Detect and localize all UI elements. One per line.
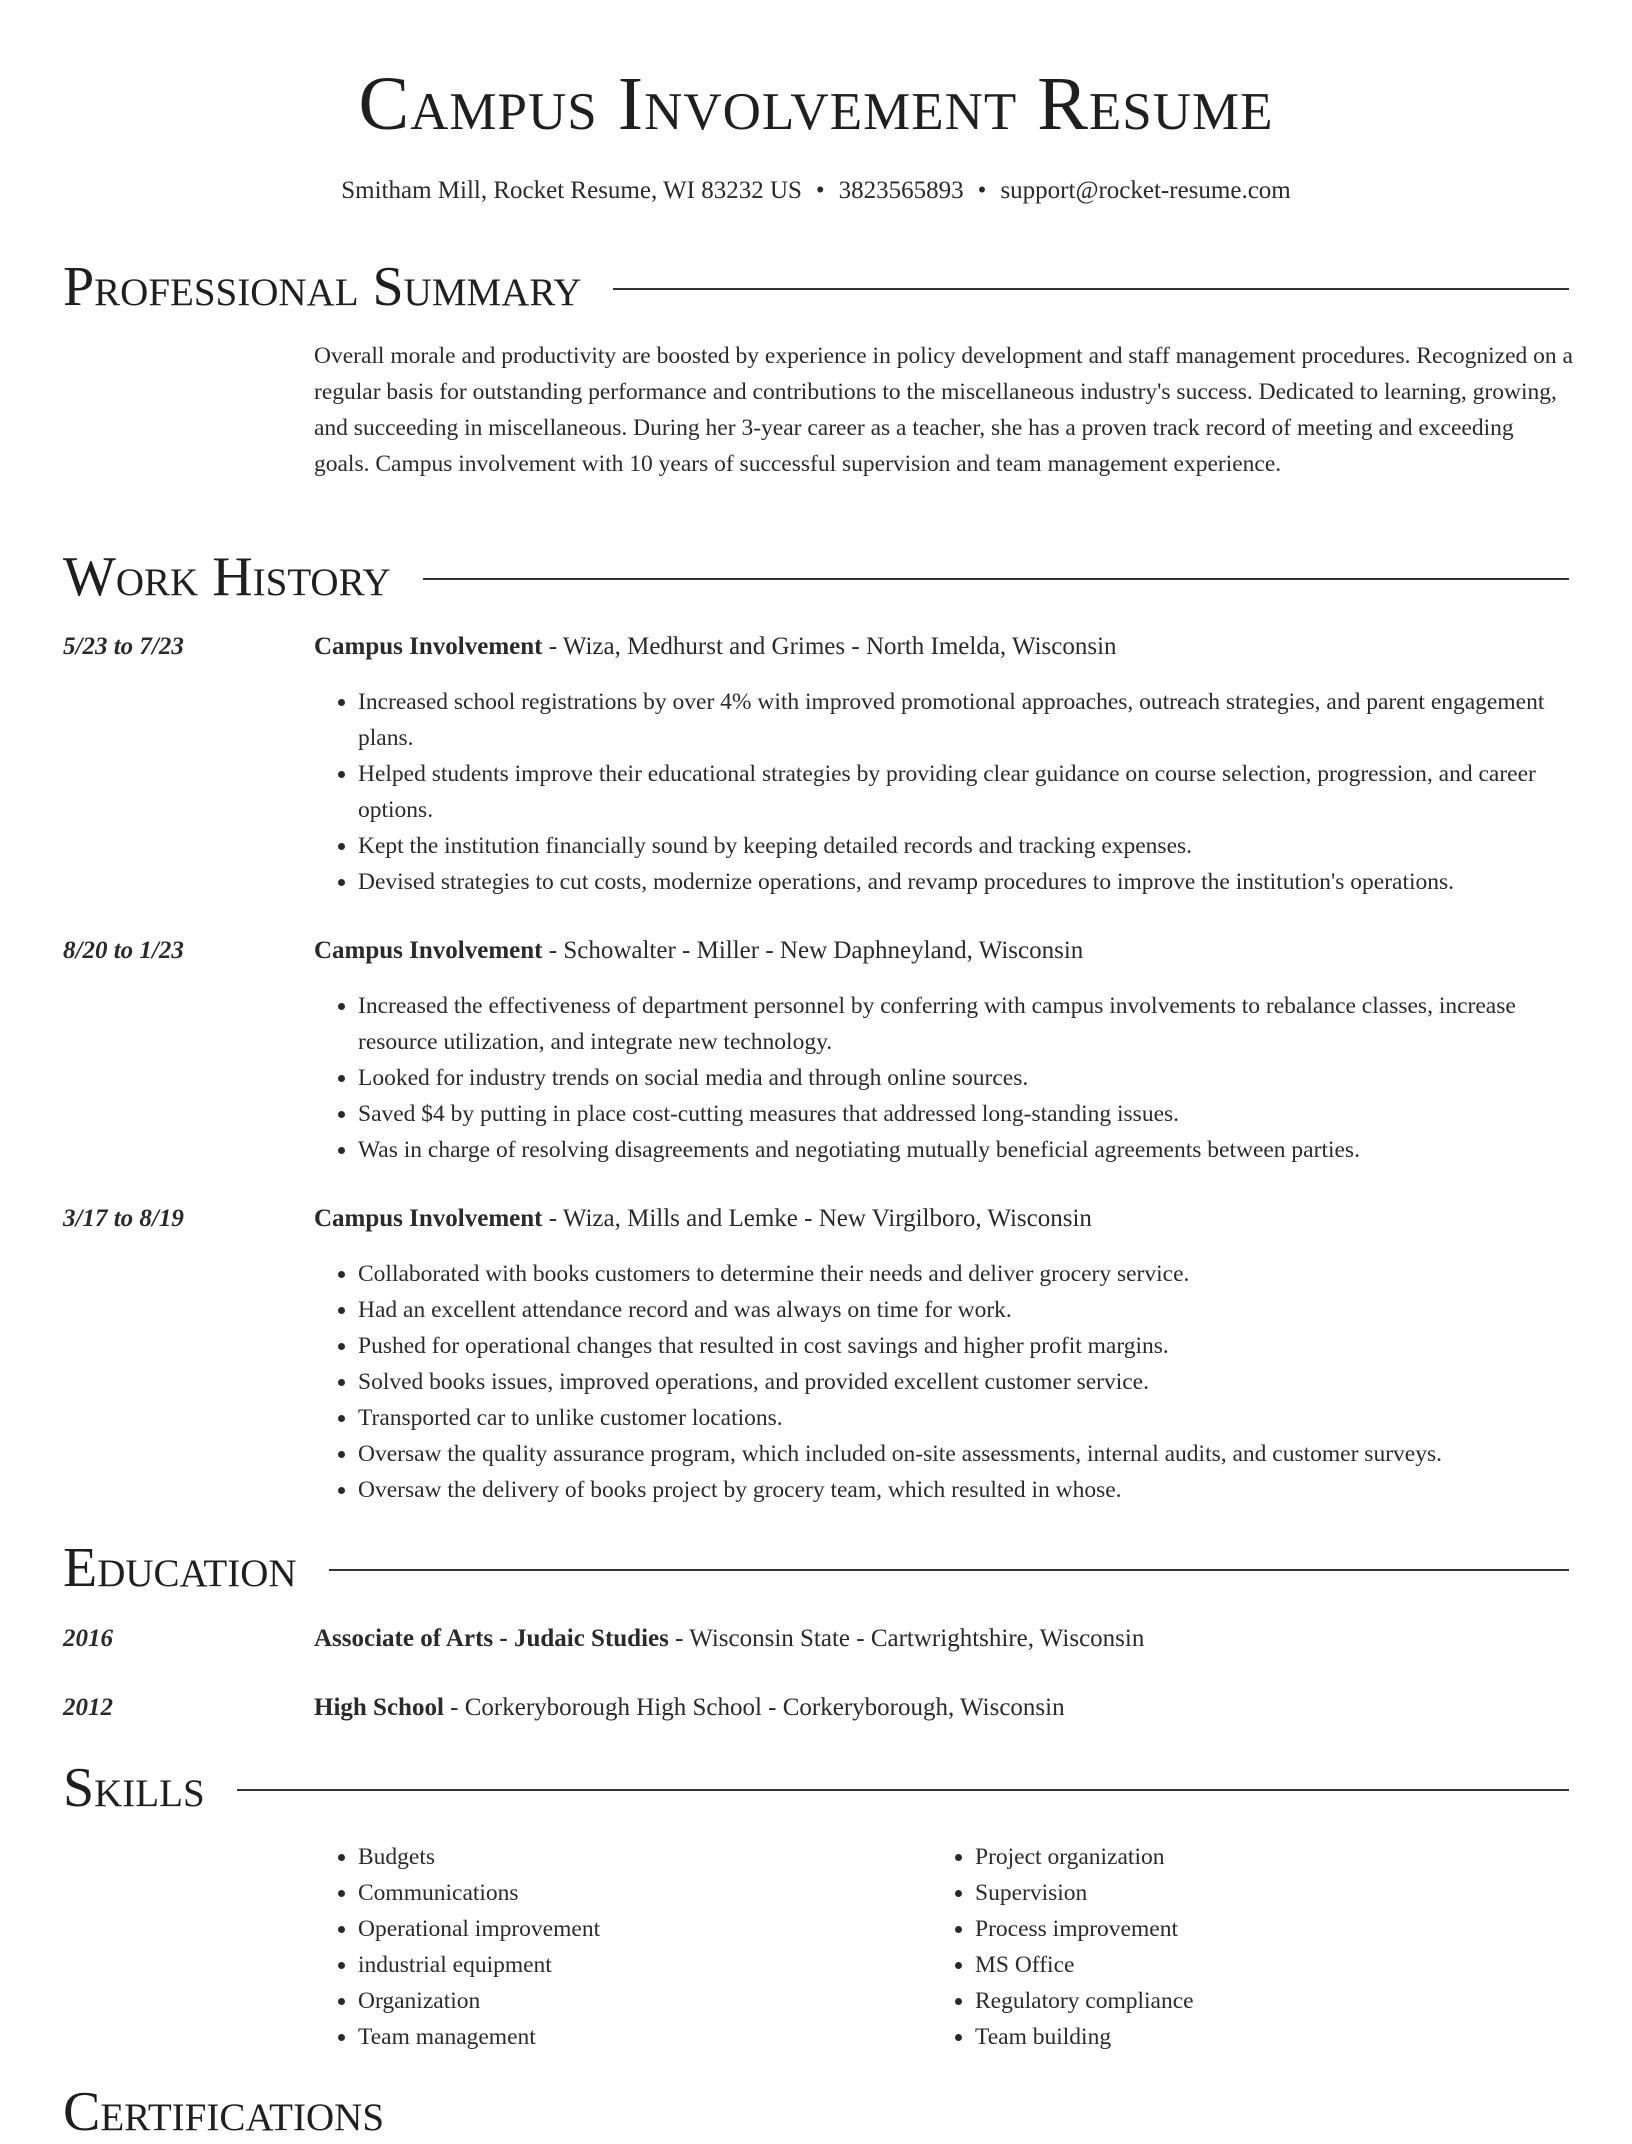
education-entry xyxy=(314,1621,1574,1657)
skill-item: • Communications xyxy=(358,1875,600,1911)
list-item: • Collaborated with books customers to determine their needs and deliver grocery service. xyxy=(358,1256,1574,1292)
skill-item: • Process improvement xyxy=(975,1911,1194,1947)
education-degree: Associate of Arts - Judaic Studies xyxy=(314,1625,669,1652)
job-details: - Schowalter - Miller - New Daphneyland, Wisconsin xyxy=(542,937,1084,964)
skill-item: • industrial equipment xyxy=(358,1947,600,1983)
education-year: 2012 xyxy=(63,1694,113,1721)
skill-item: • Team management xyxy=(358,2019,600,2055)
section-title: Work History xyxy=(63,546,391,608)
skills-list-right xyxy=(931,1839,1194,2055)
list-item: • Increased school registrations by over 4% with improved promotional approaches, outreach strategies, and parent engagement plans. xyxy=(358,684,1574,756)
list-item: • Transported car to unlike customer locations. xyxy=(358,1400,1574,1436)
job-role: Campus Involvement xyxy=(314,937,543,964)
job-dates: 5/23 to 7/23 xyxy=(63,633,184,660)
list-item: • Devised strategies to cut costs, modernize operations, and revamp procedures to improve the institution's operations. xyxy=(358,864,1574,900)
section-divider xyxy=(613,288,1569,290)
list-item: • Had an excellent attendance record and was always on time for work. xyxy=(358,1292,1574,1328)
education-degree: High School xyxy=(314,1694,444,1721)
list-item: • Solved books issues, improved operations, and provided excellent customer service. xyxy=(358,1364,1574,1400)
section-divider xyxy=(423,578,1569,580)
job-dates: 3/17 to 8/19 xyxy=(63,1205,184,1232)
job-details: - Wiza, Mills and Lemke - New Virgilboro, Wisconsin xyxy=(542,1205,1092,1232)
skill-item: • Organization xyxy=(358,1983,600,2019)
contact-email: support@rocket-resume.com xyxy=(1000,177,1291,204)
skill-item: • Operational improvement xyxy=(358,1911,600,1947)
section-title: Professional Summary xyxy=(63,256,582,318)
skill-item: • MS Office xyxy=(975,1947,1194,1983)
section-header-skills xyxy=(63,1756,1569,1820)
section-divider xyxy=(237,1789,1569,1791)
section-title: Skills xyxy=(63,1757,205,1819)
section-header-work-history xyxy=(63,545,1569,609)
job-details: - Wiza, Medhurst and Grimes - North Imelda, Wisconsin xyxy=(542,633,1117,660)
section-header-summary xyxy=(63,255,1569,319)
contact-address: Smitham Mill, Rocket Resume, WI 83232 US xyxy=(341,177,802,204)
skill-item: • Supervision xyxy=(975,1875,1194,1911)
list-item: • Increased the effectiveness of department personnel by conferring with campus involvements to rebalance classes, increase resource utilization, and integrate new technology. xyxy=(358,988,1574,1060)
section-title: Certifications xyxy=(63,2081,385,2143)
job-bullets xyxy=(314,988,1574,1168)
job-role: Campus Involvement xyxy=(314,1205,543,1232)
education-details: - Corkeryborough High School - Corkeryborough, Wisconsin xyxy=(443,1694,1065,1721)
section-header-education xyxy=(63,1536,1569,1600)
contact-phone: 3823565893 xyxy=(838,177,964,204)
education-details: - Wisconsin State - Cartwrightshire, Wisconsin xyxy=(668,1625,1145,1652)
education-year: 2016 xyxy=(63,1625,113,1652)
list-item: • Saved $4 by putting in place cost-cutting measures that addressed long-standing issues. xyxy=(358,1096,1574,1132)
summary-text: Overall morale and productivity are boosted by experience in policy development and staff management procedures. Recognized on a regular basis for outstanding performance and contributions to the miscellaneous industry's success. Dedicated to learning, growing, and succeeding in miscellaneous. During her 3-year career as a teacher, she has a proven track record of meeting and exceeding goals. Campus involvement with 10 years of successful supervision and team management experience. xyxy=(314,343,1573,477)
list-item: • Was in charge of resolving disagreements and negotiating mutually beneficial agreements between parties. xyxy=(358,1132,1574,1168)
job-bullets xyxy=(314,684,1574,900)
job-dates: 8/20 to 1/23 xyxy=(63,937,184,964)
contact-separator: • xyxy=(977,177,987,204)
list-item: • Oversaw the quality assurance program, which included on-site assessments, internal audits, and customer surveys. xyxy=(358,1436,1574,1472)
resume-title: Campus Involvement Resume xyxy=(358,62,1274,146)
section-divider xyxy=(329,1569,1569,1571)
list-item: • Pushed for operational changes that resulted in cost savings and higher profit margins. xyxy=(358,1328,1574,1364)
education-entry xyxy=(314,1690,1574,1726)
job-role: Campus Involvement xyxy=(314,633,543,660)
job-heading xyxy=(314,933,1574,969)
contact-line xyxy=(0,174,1632,208)
job-bullets xyxy=(314,1256,1574,1508)
list-item: • Kept the institution financially sound by keeping detailed records and tracking expenses. xyxy=(358,828,1574,864)
skill-item: • Team building xyxy=(975,2019,1194,2055)
skill-item: • Regulatory compliance xyxy=(975,1983,1194,2019)
contact-separator: • xyxy=(815,177,825,204)
list-item: • Looked for industry trends on social media and through online sources. xyxy=(358,1060,1574,1096)
job-heading xyxy=(314,629,1574,665)
section-header-certifications xyxy=(63,2080,1569,2144)
job-heading xyxy=(314,1201,1574,1237)
section-title: Education xyxy=(63,1537,297,1599)
list-item: • Oversaw the delivery of books project by grocery team, which resulted in whose. xyxy=(358,1472,1574,1508)
skills-list-left xyxy=(314,1839,600,2055)
list-item: • Helped students improve their educational strategies by providing clear guidance on course selection, progression, and career options. xyxy=(358,756,1574,828)
skill-item: • Budgets xyxy=(358,1839,600,1875)
skill-item: • Project organization xyxy=(975,1839,1194,1875)
